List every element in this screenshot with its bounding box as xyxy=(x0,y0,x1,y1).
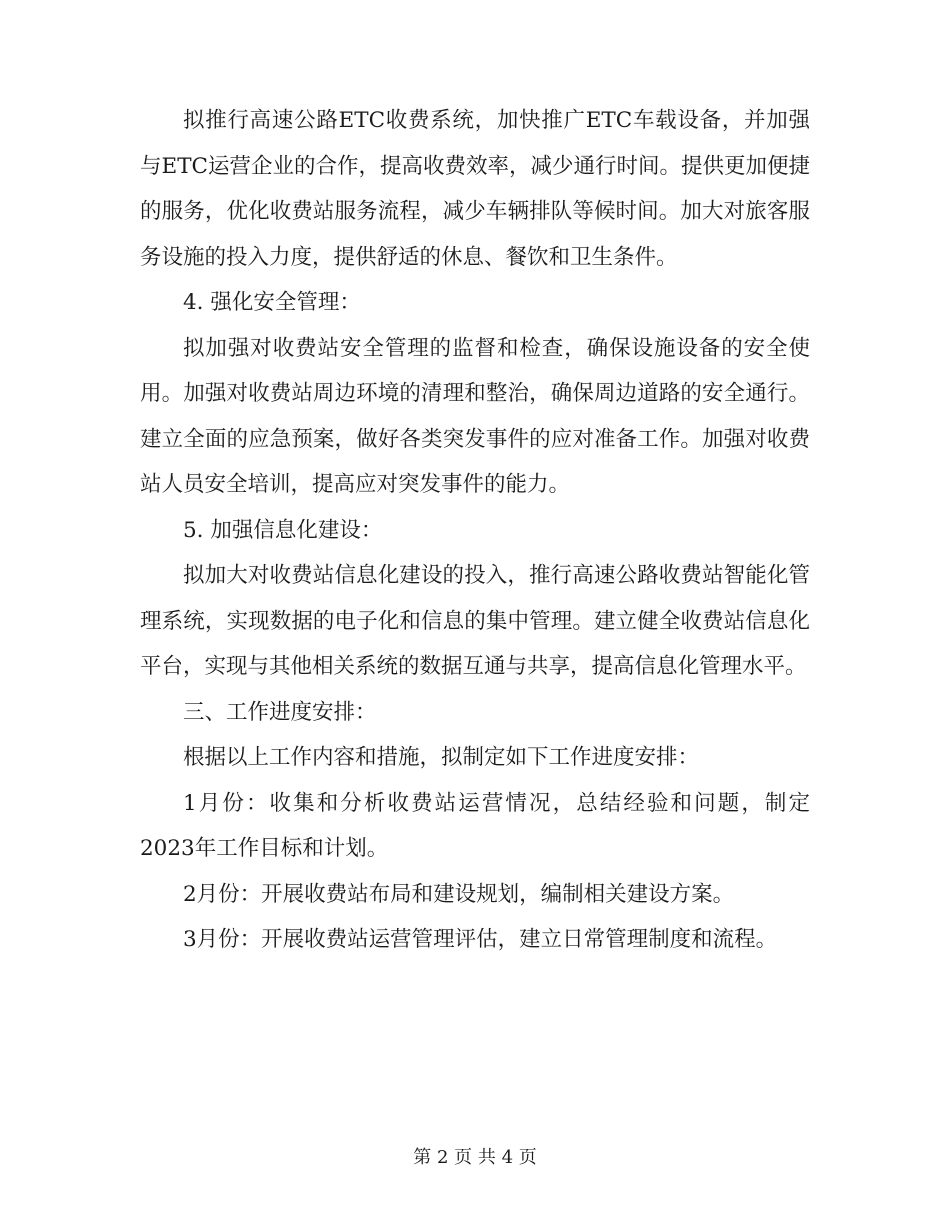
page-number-footer: 第 2 页 共 4 页 xyxy=(413,1147,537,1168)
heading-work-schedule: 三、工作进度安排： xyxy=(183,699,377,725)
paragraph-informatization: 拟加大对收费站信息化建设的投入，推行高速公路收费站智能化管理系统，实现数据的电子化和信息的集中管理。建立健全收费站信息化平台，实现与其他相关系统的数据互通与共享，提高信息化管理水平。 xyxy=(140,563,810,679)
paragraph-safety-management: 拟加强对收费站安全管理的监督和检查，确保设施设备的安全使用。加强对收费站周边环境的清理和整治，确保周边道路的安全通行。建立全面的应急预案，做好各类突发事件的应对准备工作。加强对收费站人员安全培训，提高应对突发事件的能力。 xyxy=(140,335,810,497)
schedule-item-january: 1月份：收集和分析收费站运营情况，总结经验和问题，制定2023年工作目标和计划。 xyxy=(140,790,810,861)
heading-informatization: 5. 加强信息化建设： xyxy=(183,517,383,543)
schedule-item-february: 2月份：开展收费站布局和建设规划，编制相关建设方案。 xyxy=(183,881,735,907)
schedule-item-march: 3月份：开展收费站运营管理评估，建立日常管理制度和流程。 xyxy=(183,927,778,952)
document-body xyxy=(140,98,810,963)
paragraph-etc-service: 拟推行高速公路ETC收费系统，加快推广ETC车载设备，并加强与ETC运营企业的合作，提高收费效率，减少通行时间。提供更加便捷的服务，优化收费站服务流程，减少车辆排队等候时间。加大对旅客服务设施的投入力度，提供舒适的休息、餐饮和卫生条件。 xyxy=(140,108,810,270)
paragraph-schedule-intro: 根据以上工作内容和措施，拟制定如下工作进度安排： xyxy=(183,745,700,770)
heading-safety-management: 4. 强化安全管理： xyxy=(183,290,361,315)
